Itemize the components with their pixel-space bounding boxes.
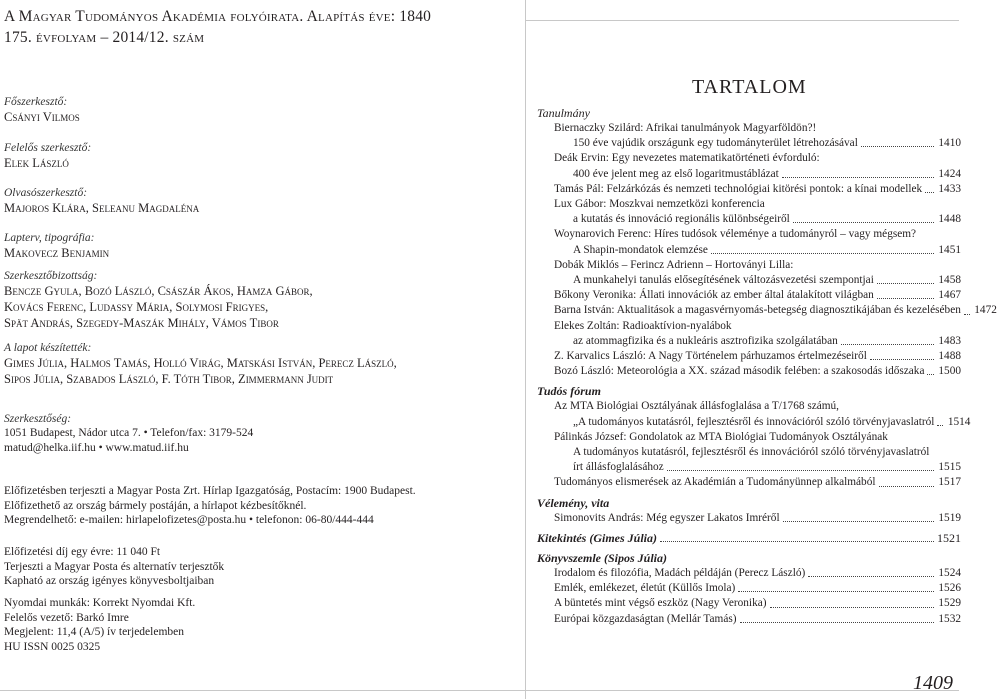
staff-contributors bbox=[4, 341, 397, 387]
staff-names: Elek László bbox=[4, 156, 69, 170]
toc-entry-title: Lux Gábor: Moszkvai nemzetközi konferencia bbox=[554, 198, 765, 211]
toc-section-title: Kitekintés (Gimes Júlia) bbox=[537, 530, 657, 545]
toc-entry[interactable] bbox=[537, 258, 961, 273]
toc-entry-title: 400 éve jelent meg az első logaritmustáblázat bbox=[573, 167, 779, 180]
subscription-line: Előfizetésben terjeszti a Magyar Posta Zrt. Hírlap Igazgatóság, Postacím: 1900 Budapest. bbox=[4, 485, 416, 497]
toc-entry-title: Simonovits András: Még egyszer Lakatos Imréről bbox=[554, 511, 780, 524]
toc-leader-dots bbox=[841, 334, 934, 345]
toc-page-number: 1488 bbox=[938, 350, 961, 363]
toc-page-number: 1433 bbox=[938, 182, 961, 195]
pricing-line: Kapható az ország igényes könyvesboltjaiban bbox=[4, 575, 215, 587]
toc-page-number: 1524 bbox=[938, 567, 961, 580]
toc-entry[interactable] bbox=[537, 511, 961, 526]
toc-entry-title: az atommagfizika és a nukleáris asztrofizika szolgálatában bbox=[573, 334, 838, 347]
toc-page-number: 1467 bbox=[938, 289, 961, 302]
toc-entry-title: a kutatás és innováció regionális különbségeiről bbox=[573, 213, 790, 226]
toc-entry[interactable] bbox=[537, 415, 971, 430]
toc-leader-dots bbox=[770, 596, 935, 607]
masthead-line-2: 175. évfolyam – 2014/12. szám bbox=[4, 29, 205, 46]
subscription-line: Előfizethető az ország bármely postáján, a hírlapot kézbesítőknél. bbox=[4, 499, 307, 512]
toc-entry-title: Emlék, emlékezet, életút (Küllős Imola) bbox=[554, 582, 736, 595]
toc-entry[interactable] bbox=[537, 430, 961, 445]
staff-names: Csányi Vilmos bbox=[4, 110, 80, 124]
toc-entry-title: Elekes Zoltán: Radioaktívion-nyalábok bbox=[554, 319, 732, 332]
staff-names: Gimes Júlia, Halmos Tamás, Holló Virág, Matskási István, Perecz László, bbox=[4, 356, 397, 370]
staff-editor-in-chief bbox=[4, 95, 80, 125]
issn: HU ISSN 0025 0325 bbox=[4, 640, 101, 653]
toc-page-number: 1472 bbox=[974, 304, 997, 317]
office-role: Szerkesztőség: bbox=[4, 413, 72, 425]
toc-entry[interactable] bbox=[537, 566, 961, 581]
masthead bbox=[4, 6, 431, 48]
toc-section-heading: Vélemény, vita bbox=[537, 495, 610, 510]
toc-entry-title: A munkahelyi tanulás elősegítésének változásvezetési szempontjai bbox=[573, 274, 874, 287]
toc-leader-dots bbox=[877, 273, 934, 284]
toc-page-number: 1526 bbox=[938, 582, 961, 595]
toc-entry[interactable] bbox=[537, 475, 961, 490]
subscription-info bbox=[4, 484, 416, 528]
toc-entry[interactable] bbox=[537, 273, 961, 288]
toc-entry-title: A Shapin-mondatok elemzése bbox=[573, 243, 708, 256]
toc-entry[interactable] bbox=[537, 445, 961, 460]
staff-role: A lapot készítették: bbox=[4, 342, 92, 354]
staff-design bbox=[4, 231, 109, 261]
toc-entry-title: Deák Ervin: Egy nevezetes matematikatörténeti évforduló: bbox=[554, 152, 820, 165]
toc-entry-title: A büntetés mint végső eszköz (Nagy Veronika) bbox=[554, 597, 767, 610]
toc-page-number: 1514 bbox=[947, 415, 971, 428]
toc-entry[interactable] bbox=[537, 303, 997, 318]
toc-title: TARTALOM bbox=[692, 76, 807, 98]
toc-leader-dots bbox=[793, 212, 934, 223]
toc-entry-title: Z. Karvalics László: A Nagy Történelem párhuzamos értelmezéseiről bbox=[554, 350, 867, 363]
toc-entry[interactable] bbox=[537, 167, 961, 182]
toc-section-heading: Könyvszemle (Sipos Júlia) bbox=[537, 551, 668, 566]
toc-entry[interactable] bbox=[537, 364, 961, 379]
toc-page-number: 1424 bbox=[938, 167, 961, 180]
toc-entry[interactable] bbox=[537, 460, 961, 475]
toc-leader-dots bbox=[861, 136, 934, 147]
toc-entry-title: írt állásfoglalásához bbox=[573, 461, 664, 474]
toc-entry[interactable] bbox=[537, 581, 961, 596]
toc-section-heading: Tanulmány bbox=[537, 106, 590, 120]
subscription-line: Megrendelhető: e-mailen: hirlapelofizetes@posta.hu • telefonon: 06-80/444-444 bbox=[4, 514, 374, 526]
staff-role: Olvasószerkesztő: bbox=[4, 187, 88, 199]
toc-entry-title: Biernaczky Szilárd: Afrikai tanulmányok Magyarföldön?! bbox=[554, 122, 817, 134]
staff-names: Spät András, Szegedy-Maszák Mihály, Vámos Tibor bbox=[4, 316, 279, 330]
toc-entry[interactable] bbox=[537, 349, 961, 364]
toc-entry[interactable] bbox=[537, 121, 961, 136]
toc-page-number: 1448 bbox=[938, 213, 961, 226]
toc-entry-title: 150 éve vajúdik országunk egy tudományterület létrehozásával bbox=[573, 137, 858, 150]
toc-leader-dots bbox=[927, 364, 934, 375]
staff-role: Főszerkesztő: bbox=[4, 96, 68, 108]
toc-leader-dots bbox=[783, 511, 934, 522]
printing-line: Megjelent: 11,4 (A/5) ív terjedelemben bbox=[4, 626, 185, 638]
office-contact: matud@helka.iif.hu • www.matud.iif.hu bbox=[4, 441, 189, 454]
toc-leader-dots bbox=[925, 182, 934, 193]
toc-entry[interactable] bbox=[537, 212, 961, 227]
pricing-line: Előfizetési díj egy évre: 11 040 Ft bbox=[4, 546, 161, 558]
toc-entry-title: Az MTA Biológiai Osztályának állásfoglalása a T/1768 számú, bbox=[554, 400, 840, 413]
toc-page-number: 1515 bbox=[938, 461, 961, 474]
toc-entry[interactable] bbox=[537, 136, 961, 151]
toc-page-number: 1521 bbox=[937, 530, 961, 545]
toc-leader-dots bbox=[964, 303, 970, 314]
printing-line: Nyomdai munkák: Korrekt Nyomdai Kft. bbox=[4, 597, 196, 609]
table-of-contents bbox=[537, 101, 997, 627]
toc-entry[interactable] bbox=[537, 243, 961, 258]
header-rule bbox=[525, 20, 959, 21]
toc-leader-dots bbox=[879, 475, 935, 486]
staff-names: Majoros Klára, Seleanu Magdaléna bbox=[4, 201, 200, 215]
toc-entry-title: Tamás Pál: Felzárkózás és nemzeti technológiai kitörési pontok: a kínai modellek bbox=[554, 182, 923, 195]
pricing-info bbox=[4, 545, 224, 589]
toc-leader-dots bbox=[870, 349, 934, 360]
toc-entry-title: Tudományos elismerések az Akadémián a Tudományünnep alkalmából bbox=[554, 476, 876, 489]
toc-entry-title: Bozó László: Meteorológia a XX. század második felében: a szakosodás időszaka bbox=[554, 365, 925, 378]
toc-entry[interactable] bbox=[537, 399, 961, 414]
toc-entry[interactable] bbox=[537, 197, 961, 212]
staff-role: Felelős szerkesztő: bbox=[4, 142, 92, 154]
toc-leader-dots bbox=[660, 531, 934, 542]
toc-entry[interactable] bbox=[537, 288, 961, 303]
toc-page-number: 1532 bbox=[938, 612, 961, 625]
toc-entry-title: Európai közgazdaságtan (Mellár Tamás) bbox=[554, 612, 737, 625]
toc-leader-dots bbox=[711, 243, 934, 254]
toc-entry-title: Barna István: Aktualitások a magasvérnyomás-betegség diagnosztikájában és kezelésében bbox=[554, 304, 961, 317]
toc-entry-title: „A tudományos kutatásról, fejlesztésről és innovációról szóló törvényjavaslatról bbox=[573, 415, 935, 428]
toc-page-number: 1483 bbox=[938, 334, 961, 347]
staff-names: Sipos Júlia, Szabados László, F. Tóth Tibor, Zimmermann Judit bbox=[4, 372, 334, 386]
footer-rule bbox=[0, 690, 959, 691]
toc-page-number: 1529 bbox=[938, 597, 961, 610]
staff-names: Makovecz Benjamin bbox=[4, 246, 110, 260]
staff-role: Szerkesztőbizottság: bbox=[4, 270, 98, 282]
toc-section-heading[interactable] bbox=[537, 531, 961, 546]
toc-entry[interactable] bbox=[537, 612, 961, 627]
toc-leader-dots bbox=[740, 612, 935, 623]
toc-page-number: 1519 bbox=[938, 511, 961, 524]
editorial-office bbox=[4, 412, 253, 455]
toc-leader-dots bbox=[782, 167, 934, 178]
toc-leader-dots bbox=[667, 460, 934, 471]
toc-entry[interactable] bbox=[537, 151, 961, 166]
toc-page-number: 1410 bbox=[938, 137, 961, 150]
toc-entry-title: Bőkony Veronika: Állati innovációk az ember által átalakított világban bbox=[554, 289, 874, 302]
toc-entry-title: Pálinkás József: Gondolatok az MTA Biológiai Tudományok Osztályának bbox=[554, 430, 888, 443]
toc-page-number: 1517 bbox=[938, 476, 961, 489]
staff-role: Lapterv, tipográfia: bbox=[4, 232, 95, 244]
toc-entry[interactable] bbox=[537, 596, 961, 611]
printing-info bbox=[4, 596, 195, 654]
staff-editorial-board bbox=[4, 269, 313, 331]
pricing-line: Terjeszti a Magyar Posta és alternatív terjesztők bbox=[4, 560, 225, 573]
toc-leader-dots bbox=[738, 581, 934, 592]
office-address: 1051 Budapest, Nádor utca 7. • Telefon/fax: 3179-524 bbox=[4, 427, 254, 439]
toc-entry-title: Irodalom és filozófia, Madách példáján (Perecz László) bbox=[554, 567, 806, 580]
staff-managing-editor bbox=[4, 141, 91, 171]
toc-leader-dots bbox=[808, 566, 934, 577]
toc-entry[interactable] bbox=[537, 182, 961, 197]
toc-entry[interactable] bbox=[537, 227, 961, 242]
toc-leader-dots bbox=[877, 288, 934, 299]
toc-leader-dots bbox=[937, 415, 943, 426]
column-divider bbox=[525, 0, 526, 699]
toc-entry[interactable] bbox=[537, 334, 961, 349]
toc-entry-title: Dobák Miklós – Ferincz Adrienn – Hortoványi Lilla: bbox=[554, 258, 794, 271]
staff-names: Kovács Ferenc, Ludassy Mária, Solymosi Frigyes, bbox=[4, 300, 269, 314]
toc-entry-title: A tudományos kutatásról, fejlesztésről és innovációról szóló törvényjavaslatról bbox=[573, 446, 930, 459]
staff-copy-editor bbox=[4, 186, 199, 216]
toc-page-number: 1458 bbox=[938, 274, 961, 287]
masthead-line-1: A Magyar Tudományos Akadémia folyóirata. Alapítás éve: 1840 bbox=[4, 8, 432, 25]
toc-entry[interactable] bbox=[537, 319, 961, 334]
staff-names: Bencze Gyula, Bozó László, Császár Ákos, Hamza Gábor, bbox=[4, 284, 313, 298]
printing-line: Felelős vezető: Barkó Imre bbox=[4, 611, 129, 624]
toc-entry-title: Woynarovich Ferenc: Híres tudósok véleménye a tudományról – vagy mégsem? bbox=[554, 228, 917, 241]
toc-page-number: 1500 bbox=[938, 365, 961, 378]
toc-page-number: 1451 bbox=[938, 243, 961, 256]
toc-section-heading: Tudós fórum bbox=[537, 384, 601, 399]
page-number: 1409 bbox=[913, 672, 953, 694]
